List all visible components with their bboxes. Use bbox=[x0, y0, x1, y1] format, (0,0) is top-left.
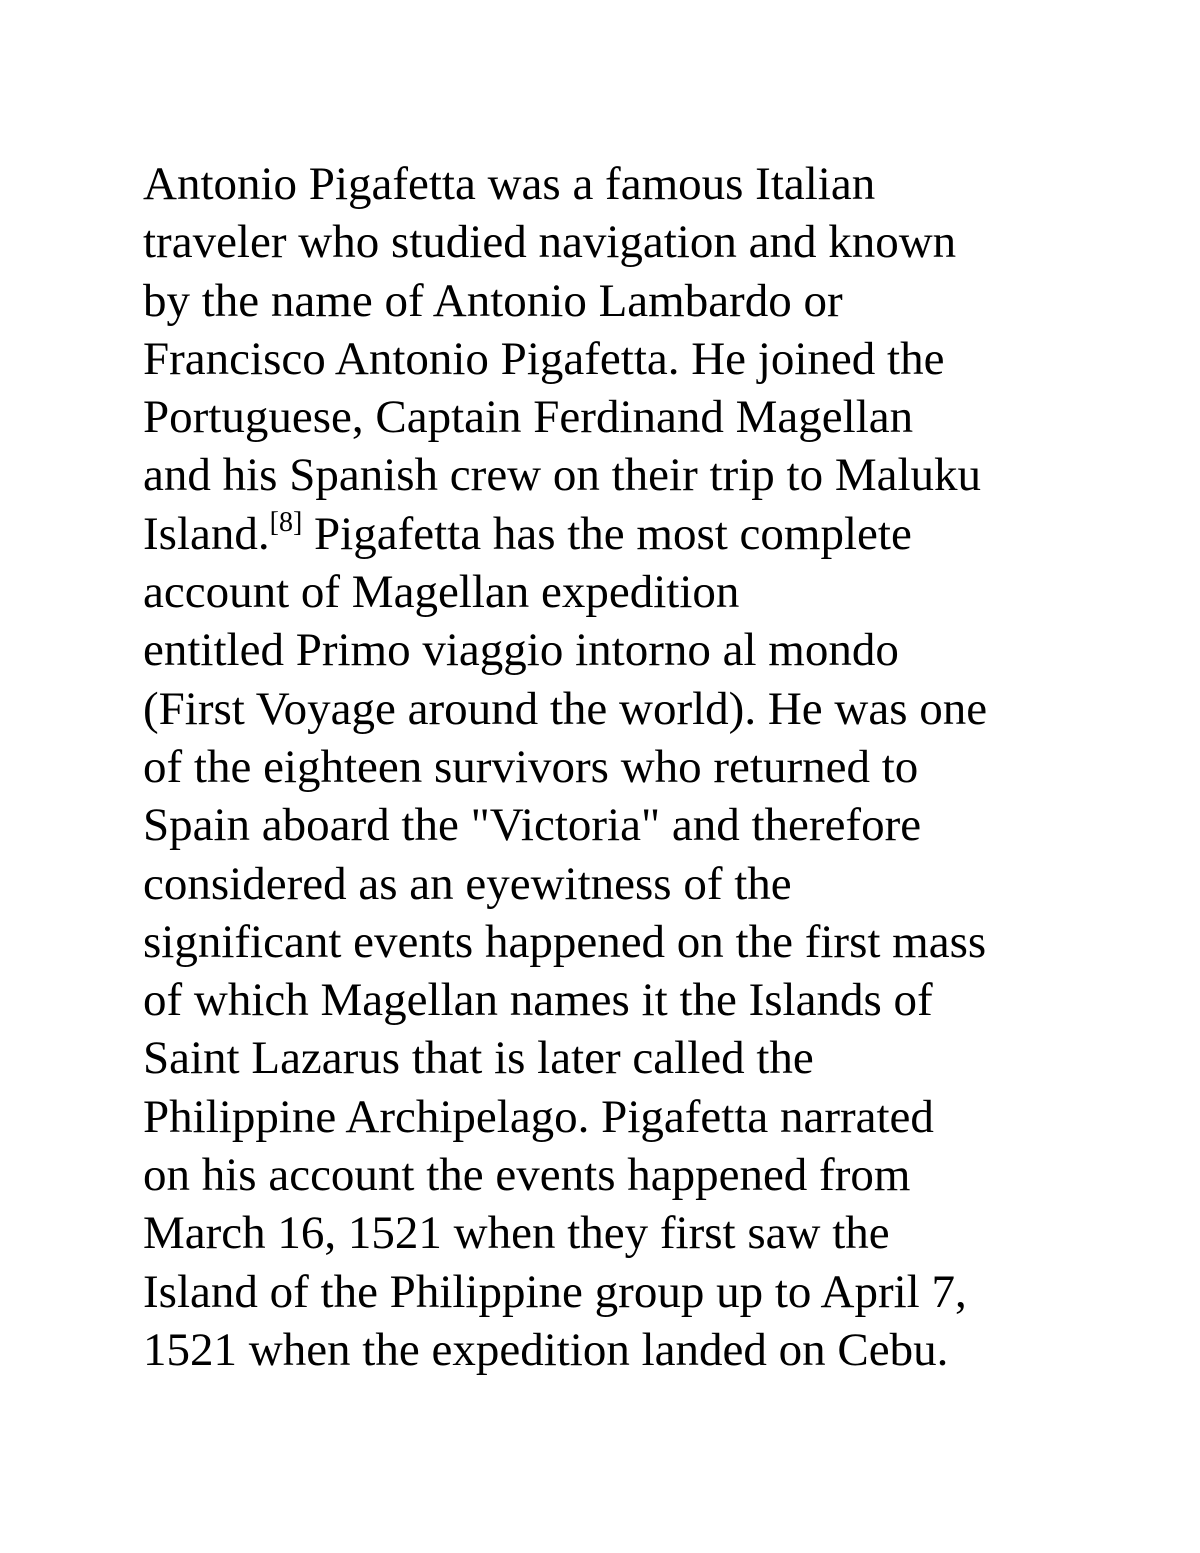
text-line: significant events happened on the first mass bbox=[143, 915, 987, 968]
text-segment: Island. bbox=[143, 507, 270, 560]
text-line: (First Voyage around the world). He was one bbox=[143, 682, 988, 735]
text-line: Saint Lazarus that is later called the bbox=[143, 1032, 814, 1085]
text-line: account of Magellan expedition bbox=[143, 566, 740, 619]
text-line: of which Magellan names it the Islands of bbox=[143, 974, 933, 1027]
text-segment: Pigafetta has the most complete bbox=[302, 507, 912, 560]
text-line: Antonio Pigafetta was a famous Italian bbox=[143, 158, 876, 210]
text-line: Island of the Philippine group up to April 7, bbox=[143, 1265, 967, 1318]
text-line-with-reference bbox=[143, 505, 1143, 563]
text-line: on his account the events happened from bbox=[143, 1149, 911, 1202]
text-line: of the eighteen survivors who returned to bbox=[143, 740, 919, 793]
text-line: Philippine Archipelago. Pigafetta narrated bbox=[143, 1090, 934, 1143]
text-line: Portuguese, Captain Ferdinand Magellan bbox=[143, 391, 914, 444]
text-line: Francisco Antonio Pigafetta. He joined the bbox=[143, 332, 945, 385]
text-line: and his Spanish crew on their trip to Maluku bbox=[143, 449, 982, 502]
text-line: March 16, 1521 when they first saw the bbox=[143, 1207, 890, 1260]
text-line: 1521 when the expedition landed on Cebu. bbox=[143, 1323, 949, 1376]
text-line: entitled Primo viaggio intorno al mondo bbox=[143, 624, 899, 677]
text-line: considered as an eyewitness of the bbox=[143, 857, 792, 910]
body-paragraph bbox=[143, 155, 1143, 1379]
text-line: by the name of Antonio Lambardo or bbox=[143, 274, 843, 327]
text-line: Spain aboard the "Victoria" and therefore bbox=[143, 799, 922, 852]
text-line: traveler who studied navigation and known bbox=[143, 216, 957, 269]
footnote-reference-link[interactable]: [8] bbox=[269, 506, 303, 538]
